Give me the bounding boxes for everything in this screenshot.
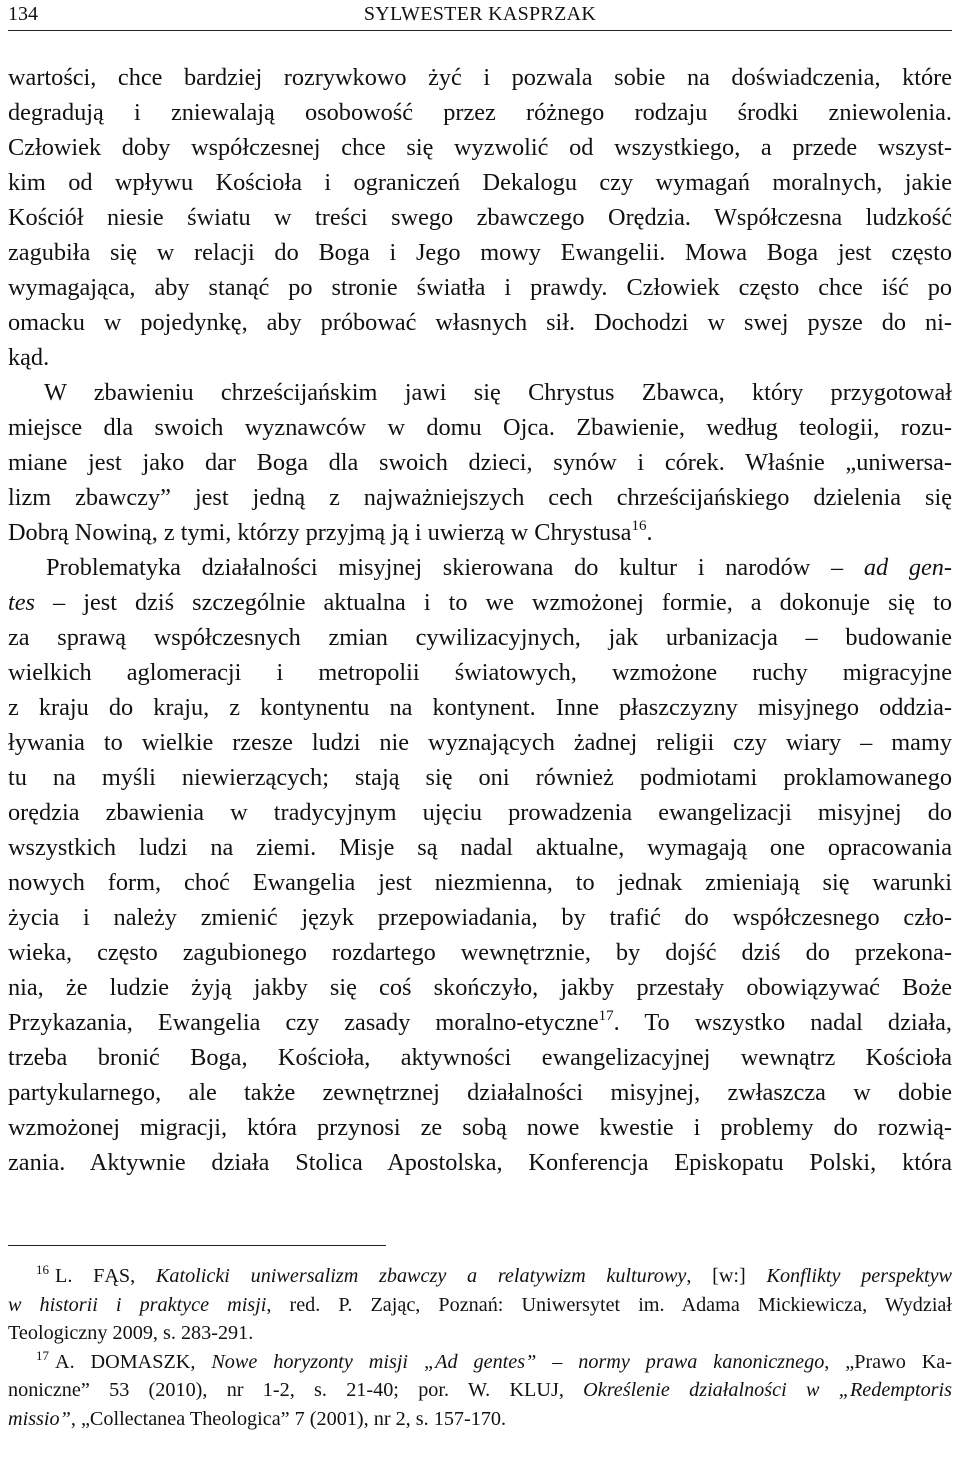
footnote-number: 16 bbox=[36, 1262, 49, 1277]
text-line: wartości, chce bardziej rozrywkowo żyć i pozwala sobie na doświadczenia, które bbox=[8, 64, 952, 91]
text-line: kąd. bbox=[8, 344, 50, 371]
text-line: wszystkich ludzi na ziemi. Misje są nadal aktualne, wymagają one opracowania bbox=[8, 834, 952, 861]
footnote-line: Teologiczny 2009, s. 283-291. bbox=[8, 1322, 254, 1345]
footnote-line bbox=[8, 1291, 952, 1320]
work-title: Określenie działalności w „Redemptoris bbox=[583, 1379, 952, 1402]
footnote-line bbox=[8, 1405, 952, 1434]
footnote-ref-16[interactable]: 16 bbox=[631, 518, 647, 534]
text-line: zagubiła się w relacji do Boga i Jego mowy Ewangelii. Mowa Boga jest często bbox=[8, 239, 952, 266]
footnotes bbox=[8, 1262, 952, 1434]
author-smallcaps: ĄS bbox=[104, 1265, 131, 1287]
text-line: omacku w pojedynkę, aby próbować własnych sił. Dochodzi w swej pysze do ni- bbox=[8, 309, 952, 336]
text-span: . bbox=[646, 519, 653, 546]
text-line: ływania to wielkie rzesze ludzi nie wyznających żadnej religii czy wiary – mamy bbox=[8, 729, 952, 756]
text-line: lizm zbawczy” jest jedną z najważniejszych cech chrześcijańskiego dzielenia się bbox=[8, 484, 952, 511]
footnote-line bbox=[8, 1376, 952, 1405]
author-smallcaps: OMASZK bbox=[105, 1350, 191, 1373]
work-title: Nowe horyzonty misji „Ad gentes” – normy prawa kanonicznego bbox=[211, 1350, 825, 1373]
text-span: , „Prawo Ka- bbox=[824, 1350, 952, 1373]
text-line: kim od wpływu Kościoła i ograniczeń Dekalogu czy wymagań moralnych, jakie bbox=[8, 169, 952, 196]
text-span: – jest dziś szczególnie aktualna i to we wzmożonej formie, a dokonuje się to bbox=[53, 589, 952, 616]
body-text bbox=[8, 60, 952, 1180]
work-title: w historii i praktyce misji bbox=[8, 1293, 267, 1316]
text-line: nowych form, choć Ewangelia jest niezmienna, to jednak zmieniają się warunki bbox=[8, 869, 952, 896]
author-smallcaps: LUJ bbox=[524, 1379, 559, 1402]
work-title: Katolicki uniwersalizm zbawczy a relatywizm kulturowy bbox=[155, 1265, 687, 1287]
text-line: tu na myśli niewierzących; stają się oni również podmiotami proklamowanego bbox=[8, 764, 952, 791]
work-title: missio” bbox=[8, 1407, 71, 1430]
text-line bbox=[8, 585, 952, 620]
text-line: życia i należy zmienić język przepowiadania, by trafić do współczesnego czło- bbox=[8, 904, 952, 931]
footnote-line bbox=[8, 1348, 952, 1377]
text-line bbox=[8, 515, 952, 550]
text-line: za sprawą współczesnych zmian cywilizacyjnych, jak urbanizacja – budowanie bbox=[8, 624, 952, 651]
text-line: wzmożonej migracji, która przynosi ze sobą nowe kwestie i problemy do rozwią- bbox=[8, 1114, 952, 1141]
text-line: z kraju do kraju, z kontynentu na kontynent. Inne płaszczyzny misyjnego oddzia- bbox=[8, 694, 952, 721]
text-span: , bbox=[130, 1265, 136, 1287]
text-line: wymagająca, aby stanąć po stronie światła i prawdy. Człowiek często chce iść po bbox=[8, 274, 952, 301]
page-number: 134 bbox=[8, 3, 38, 25]
text-span: . To wszystko nadal działa, bbox=[613, 1009, 952, 1036]
text-line: partykularnego, ale także zewnętrznej działalności misyjnej, zwłaszcza w dobie bbox=[8, 1079, 952, 1106]
text-line: Kościół niesie światu w treści swego zbawczego Orędzia. Współczesna ludzkość bbox=[8, 204, 952, 231]
italic-term: tes bbox=[8, 589, 35, 616]
work-title: Konflikty perspektyw bbox=[766, 1265, 953, 1287]
running-title: SYLWESTER KASPRZAK bbox=[363, 3, 597, 25]
text-span: , bbox=[190, 1350, 196, 1373]
italic-term: ad gen- bbox=[863, 554, 952, 581]
footnote-16 bbox=[8, 1262, 952, 1348]
text-line: orędzia zbawienia w tradycyjnym ujęciu prowadzenia ewangelizacji misyjnej do bbox=[8, 799, 952, 826]
footnote-number: 17 bbox=[36, 1347, 49, 1363]
text-line: zania. Aktywnie działa Stolica Apostolska, Konferencja Episkopatu Polski, która bbox=[8, 1149, 952, 1176]
footnote-17 bbox=[8, 1348, 952, 1434]
text-span: , „Collectanea Theologica” 7 (2001), nr 2, s. 157-170. bbox=[70, 1407, 507, 1430]
text-span: , red. P. Zając, Poznań: Uniwersytet im. Adama Mickiewicza, Wydział bbox=[266, 1293, 952, 1316]
paragraph-1 bbox=[8, 60, 952, 375]
text-line: trzeba bronić Boga, Kościoła, aktywności ewangelizacyjnej wewnątrz Kościoła bbox=[8, 1044, 952, 1071]
text-line: miane jest jako dar Boga dla swoich dzieci, synów i córek. Właśnie „uniwersa- bbox=[8, 449, 952, 476]
text-span: , [w:] bbox=[686, 1265, 746, 1287]
text-line: Człowiek doby współczesnej chce się wyzwolić od wszystkiego, a przede wszyst- bbox=[8, 134, 952, 161]
text-line: nia, że ludzie żyją jakby się coś skończyło, jakby przestały obowiązywać Boże bbox=[8, 974, 952, 1001]
text-span: noniczne” 53 (2010), nr 1-2, s. 21-40; por. W. K bbox=[8, 1379, 525, 1402]
text-line bbox=[8, 1005, 952, 1040]
running-header bbox=[8, 0, 952, 32]
text-line: wieka, często zagubionego rozdartego wewnętrznie, by dojść dziś do przekona- bbox=[8, 939, 952, 966]
text-line: wielkich aglomeracji i metropolii światowych, wzmożone ruchy migracyjne bbox=[8, 659, 952, 686]
footnote-line bbox=[8, 1262, 952, 1291]
footnote-ref-17[interactable]: 17 bbox=[598, 1008, 614, 1024]
text-line: degradują i zniewalają osobowość przez różnego rodzaju środki zniewolenia. bbox=[8, 99, 952, 126]
paragraph-2 bbox=[8, 375, 952, 550]
text-line: W zbawieniu chrześcijańskim jawi się Chrystus Zbawca, który przygotował bbox=[44, 379, 952, 406]
text-span: Dobrą Nowiną, z tymi, którzy przyjmą ją i uwierzą w Chrystusa bbox=[8, 519, 632, 546]
text-span: Przykazania, Ewangelia czy zasady moralno-etyczne bbox=[8, 1009, 599, 1036]
text-span: A. D bbox=[55, 1350, 106, 1373]
text-line bbox=[8, 550, 952, 585]
text-span: Problematyka działalności misyjnej skierowana do kultur i narodów – bbox=[46, 554, 844, 581]
text-line: miejsce dla swoich wyznawców w domu Ojca. Zbawienie, według teologii, rozu- bbox=[8, 414, 952, 441]
text-span: , bbox=[558, 1379, 564, 1402]
paragraph-3 bbox=[8, 550, 952, 1180]
footnote-separator bbox=[8, 1245, 386, 1246]
text-span: L. F bbox=[55, 1265, 105, 1287]
header-rule bbox=[8, 30, 952, 31]
